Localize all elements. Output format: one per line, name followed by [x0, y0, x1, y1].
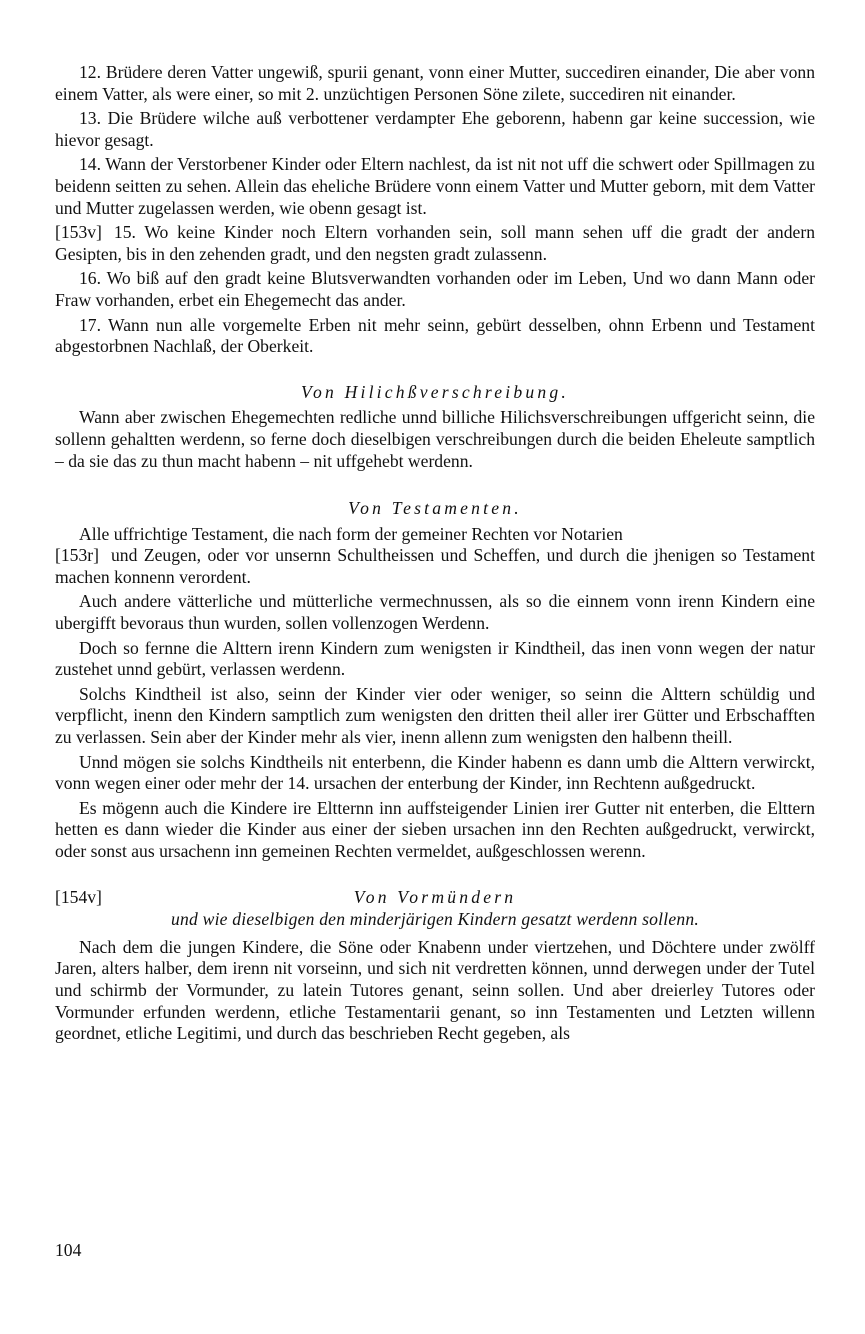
section-subheading: und wie dieselbigen den minderjärigen Kindern gesatzt werdenn sollenn. [171, 909, 699, 930]
paragraph-text: Wo keine Kinder noch Eltern vorhanden sein, soll mann sehen uff die gradt der andern Gesipten, bis in den zehenden gradt, und den negsten gradt zulassenn. [55, 222, 815, 264]
paragraph-number: 16. [79, 268, 101, 289]
paragraph-number: 13. [79, 108, 101, 129]
margin-folio-ref: [154v] [55, 886, 102, 907]
paragraph-15 [55, 222, 815, 265]
paragraph-text: Wann nun alle vorgemelte Erben nit mehr seinn, gebürt desselben, ohnn Erbenn und Testament abgestorbnen Nachlaß, der Oberkeit. [55, 314, 815, 357]
paragraph: Unnd mögen sie solchs Kindtheils nit enterbenn, die Kinder habenn es dann umb die Alttern verwirckt, vonn wegen einer oder mehr der 14. ursachen der enterbung der Kinder, inn Rechtenn außgedruckt. [55, 751, 815, 794]
paragraph-number: 14. [79, 154, 101, 175]
paragraph-text: Brüdere deren Vatter ungewiß, spurii genant, vonn einer Mutter, succediren einander, Die aber vonn einem Vatter, als were einer, so mit 2. unzüchtigen Personen Söne zilete, succediren nit einander. [55, 62, 815, 104]
paragraph-number: 15. [113, 222, 136, 243]
paragraph: Auch andere vätterliche und mütterliche vermechnussen, als so die einnem vonn irenn Kindern eine ubergifft bevoraus thun wurden, sollen vollenzogen Werdenn. [55, 591, 815, 634]
paragraph: Doch so fernne die Alttern irenn Kindern zum wenigsten ir Kindtheil, das inen vonn wegen der natur zustehet unnd gebürt, verlassen werdenn. [55, 637, 815, 680]
paragraph-text: Wann der Verstorbener Kinder oder Eltern nachlest, da ist nit not uff die schwert oder Spillmagen zu beidenn seitten zu sehen. Allein das eheliche Brüdere vonn einem Vatter und Mutter geborn, mit dem Vatter und Mutter zugelassen werden, wie obenn gesagt ist. [55, 154, 815, 218]
paragraph-12 [55, 62, 815, 105]
paragraph: Nach dem die jungen Kindere, die Söne oder Knabenn under viertzehen, und Döchtere under zwölff Jaren, alters halber, dem irenn nit vorseinn, und sich nit verdretten können, unnd derwegen under der Tutel und schirmb der Vormunder, zu latein Tutores genant, seinn sollen. Und aber dreierley Tutores oder Vormunder erfunden werdenn, etliche Testamentarii genant, so inn Testamenten und Letzten willenn geordnet, etliche Legitimi, und durch das beschrieben Recht gegeben, als [55, 936, 815, 1044]
margin-folio-ref: [153r] [55, 545, 99, 566]
document-page [55, 62, 815, 1045]
paragraph-14 [55, 154, 815, 219]
margin-folio-ref: [153v] [55, 222, 102, 243]
section-heading-vormuendern: Von Vormündern [353, 886, 517, 907]
paragraph [55, 524, 815, 589]
paragraph-number: 12. [79, 62, 101, 82]
paragraph: Solchs Kindtheil ist also, seinn der Kinder vier oder weniger, so seinn die Alttern schüldig und verpflicht, inenn den Kindern samptlich zum wenigsten den dritten theil aller irer Gütter und Erbschafften zu verlassen. Sein aber der Kinder mehr als vier, inenn allenn zum wenigsten den halbenn theill. [55, 683, 815, 748]
page-number: 104 [55, 1240, 82, 1260]
paragraph-text: Wo biß auf den gradt keine Blutsverwandten vorhanden oder im Leben, Und wo dann Mann oder Fraw vorhanden, erbet ein Ehegemecht das ander. [55, 268, 815, 310]
section-heading-testamenten: Von Testamenten. [348, 498, 522, 519]
paragraph-text: Alle uffrichtige Testament, die nach form der gemeiner Rechten vor Notarien [79, 523, 623, 544]
paragraph-13 [55, 108, 815, 151]
paragraph-number: 17. [79, 314, 101, 335]
paragraph-text: Die Brüdere wilche auß verbottener verdampter Ehe geborenn, habenn gar keine succession, wie hievor gesagt. [55, 108, 815, 150]
section-heading-row [55, 887, 815, 909]
paragraph: Es mögenn auch die Kindere ire Eltternn inn auffsteigender Linien irer Gutter nit enterben, die Elttern hetten es dann wieder die Kinder aus einer der sieben ursachen inn den Rechten außgedruckt, verwirckt, oder sonst aus ursachenn inn gemeinen Rechten vermeldet, außgeschlossen werenn. [55, 797, 815, 861]
paragraph-16 [55, 268, 815, 311]
paragraph: Wann aber zwischen Ehegemechten redliche unnd billiche Hilichsverschreibungen uffgericht seinn, die sollenn gehaltten werdenn, so ferne doch dieselbigen verschreibungen durch die beiden Eheleute samptlich – da sie das zu thun macht habenn – nit uffgehebt werdenn. [55, 407, 815, 471]
paragraph-text: und Zeugen, oder vor unsernn Schultheissen und Scheffen, und durch die jhenigen so Testament machen konnenn verordent. [55, 545, 815, 587]
section-heading-hilichsverschreibung: Von Hilichßverschreibung. [301, 381, 569, 402]
paragraph-17 [55, 315, 815, 358]
